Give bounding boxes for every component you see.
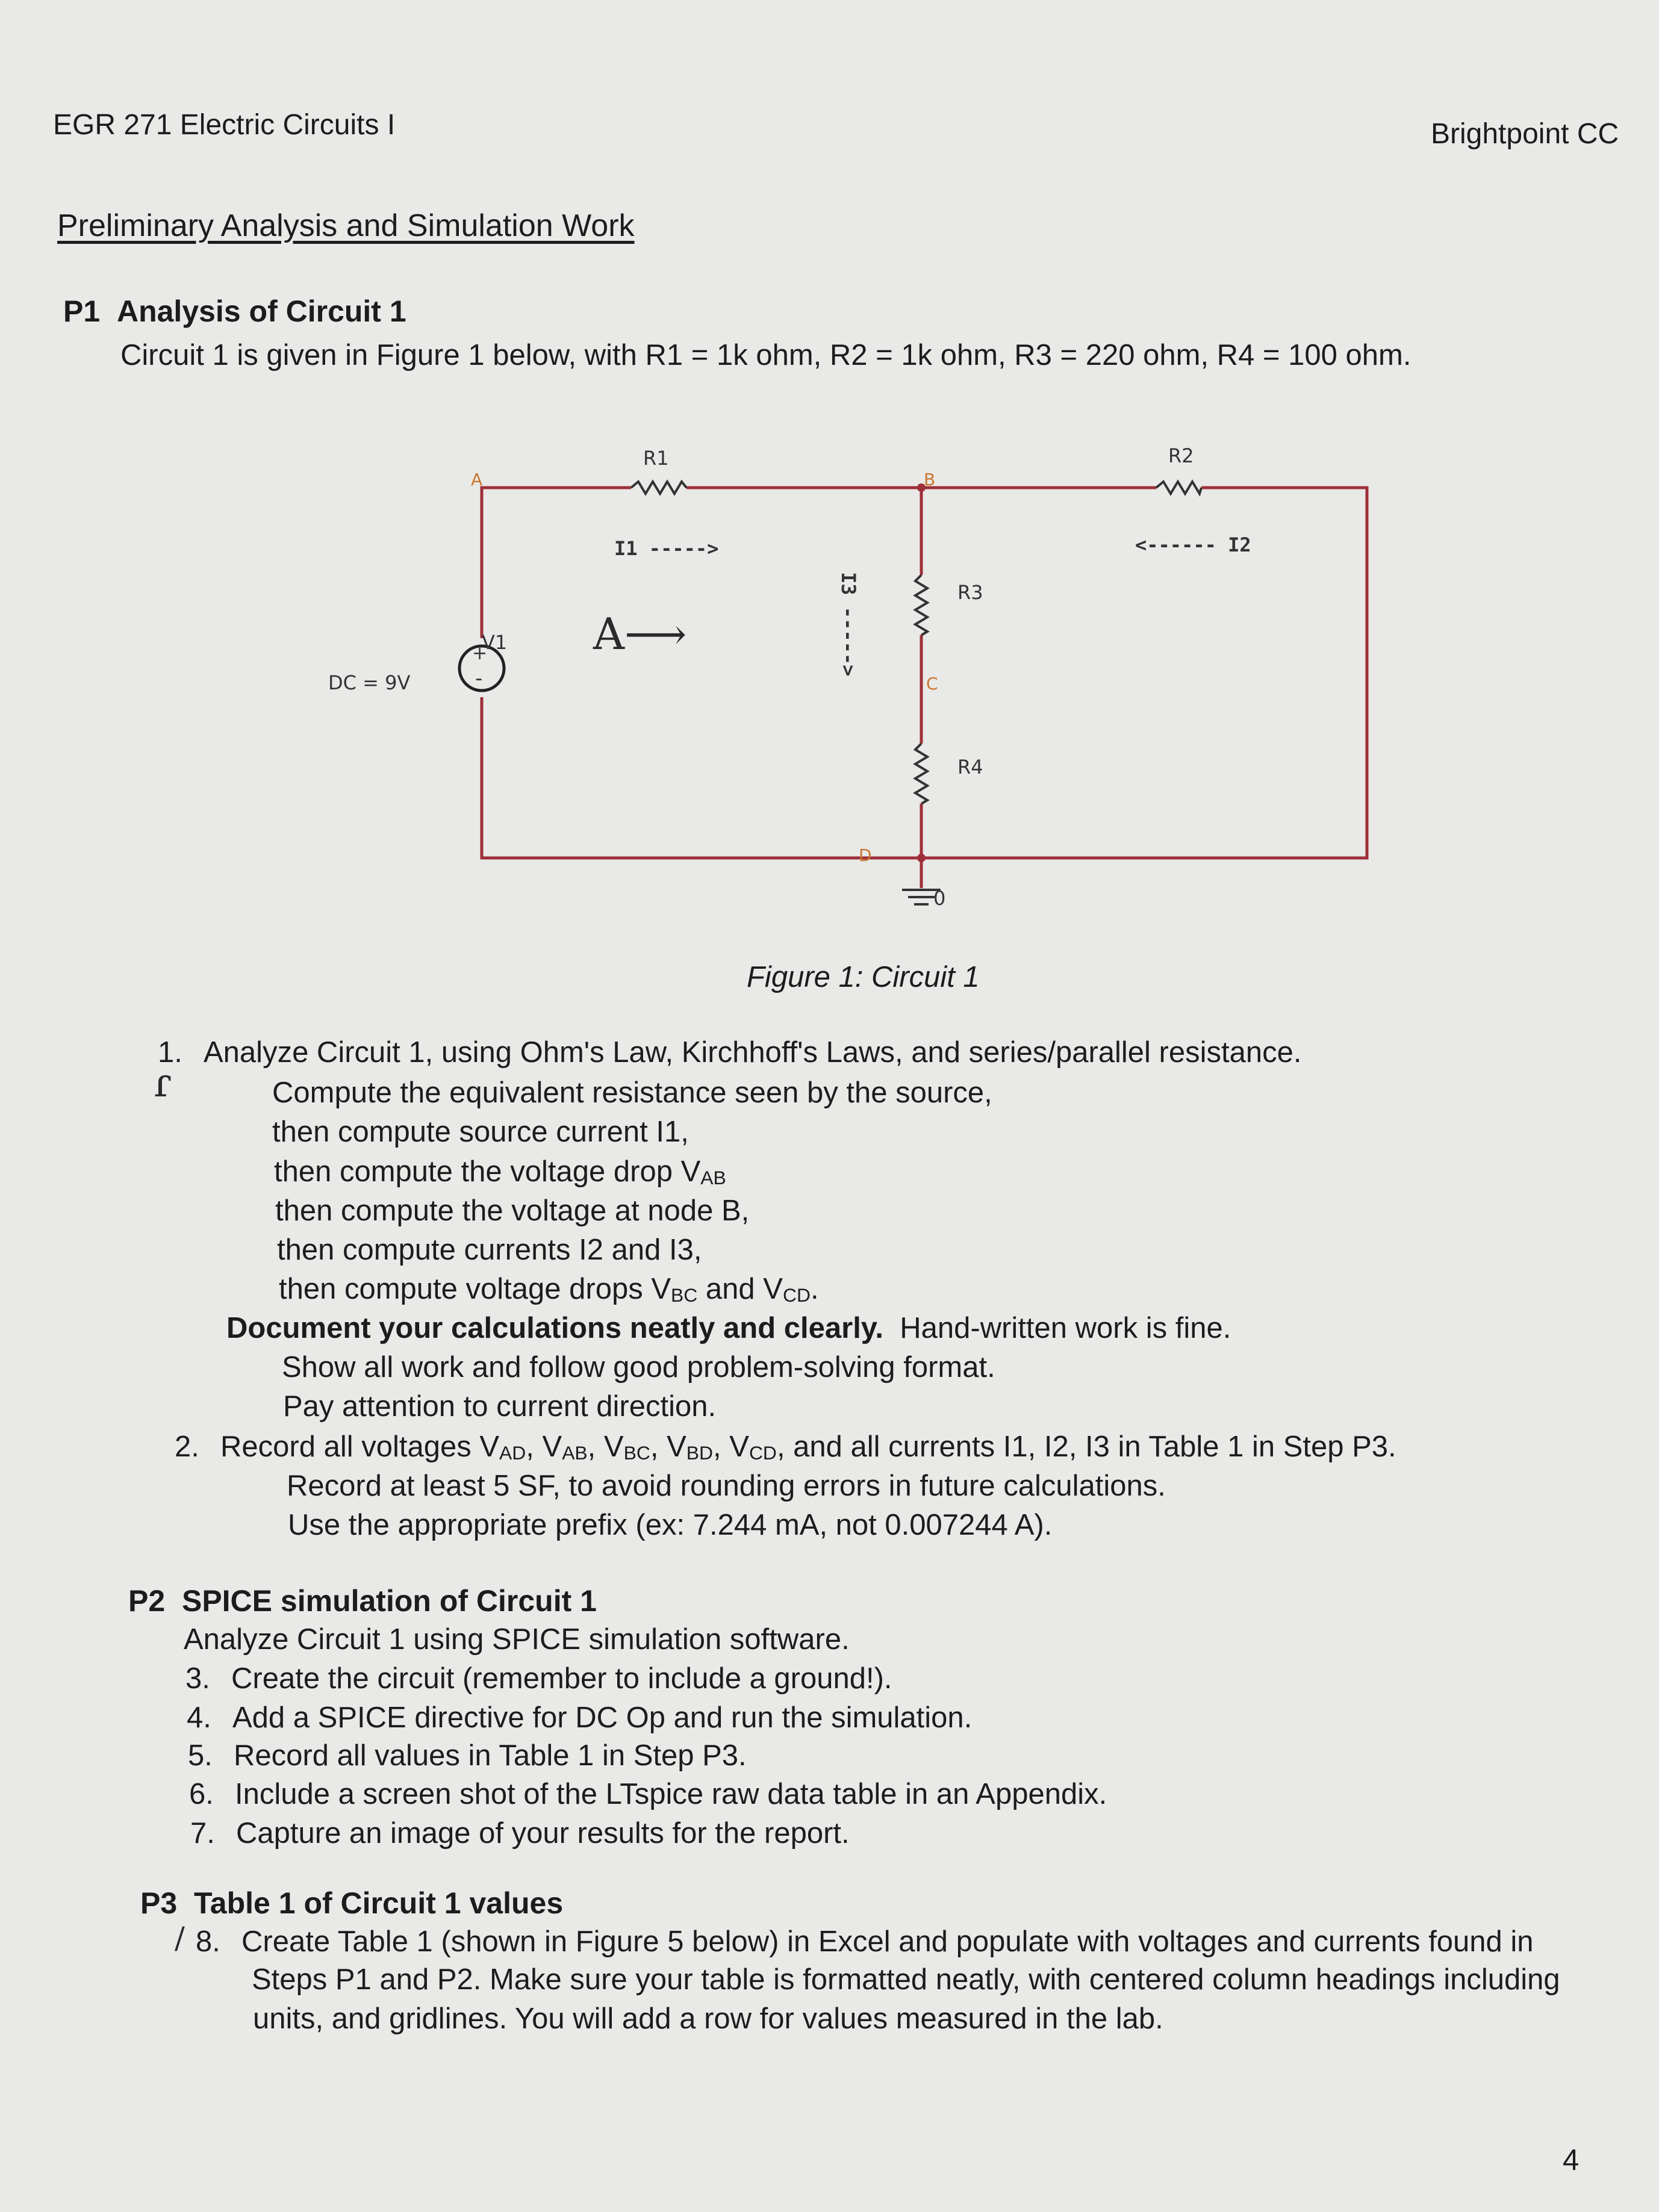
handwritten-mark-2: / bbox=[175, 1921, 185, 1956]
p2-item-3-text: Create the circuit (remember to include a ground!). bbox=[231, 1662, 892, 1695]
item-2-t6: , and all currents I1, I2, I3 in Table 1 in Step P3. bbox=[776, 1431, 1396, 1463]
label-node-b: B bbox=[924, 470, 936, 489]
p1-title: Analysis of Circuit 1 bbox=[116, 294, 406, 328]
item-2-s5: CD bbox=[749, 1441, 777, 1464]
step-vbc-text: then compute voltage drops V bbox=[279, 1273, 671, 1305]
item-2-t2: , V bbox=[526, 1431, 562, 1463]
item-2-line-3: Use the appropriate prefix (ex: 7.244 mA, not 0.007244 A). bbox=[288, 1509, 1053, 1541]
item-2-line-2: Record at least 5 SF, to avoid rounding errors in future calculations. bbox=[287, 1470, 1166, 1502]
step-voltage-drops-vbc-vcd bbox=[279, 1272, 819, 1306]
label-v1: V1 bbox=[482, 631, 508, 654]
label-i2: <------ I2 bbox=[1135, 533, 1251, 556]
label-source: DC = 9V bbox=[328, 671, 411, 694]
p3-label: P3 bbox=[140, 1886, 178, 1920]
show-work-instruction: Show all work and follow good problem-solving format. bbox=[282, 1351, 995, 1384]
handwritten-arrow: A⟶ bbox=[593, 609, 687, 659]
p2-title: SPICE simulation of Circuit 1 bbox=[181, 1584, 597, 1618]
p1-label: P1 bbox=[63, 294, 101, 328]
item-2-t1: Record all voltages V bbox=[220, 1431, 500, 1463]
step-vcd-sub: CD bbox=[782, 1284, 811, 1306]
p2-item-5-text: Record all values in Table 1 in Step P3. bbox=[234, 1739, 747, 1772]
item-1-lead bbox=[158, 1036, 1301, 1069]
label-node-d: D bbox=[859, 845, 872, 865]
item-2-line-1 bbox=[175, 1430, 1396, 1464]
page-number: 4 bbox=[1563, 2144, 1580, 2176]
item-1-number: 1. bbox=[158, 1036, 182, 1069]
item-1-text: Analyze Circuit 1, using Ohm's Law, Kirchhoff's Laws, and series/parallel resistance. bbox=[204, 1036, 1302, 1069]
document-rest: Hand-written work is fine. bbox=[883, 1312, 1231, 1344]
label-r4: R4 bbox=[957, 756, 983, 778]
label-minus: - bbox=[475, 666, 483, 691]
item-2-s2: AB bbox=[562, 1441, 588, 1464]
p3-item-8-text-1: Create Table 1 (shown in Figure 5 below) in Excel and populate with voltages and currents found in bbox=[241, 1925, 1534, 1958]
p2-item-6 bbox=[189, 1777, 1107, 1811]
node-d-dot bbox=[917, 854, 926, 862]
p2-item-4 bbox=[187, 1701, 972, 1735]
step-vbc-sub: BC bbox=[671, 1284, 698, 1306]
p3-item-8-line-1 bbox=[196, 1925, 1533, 1959]
p2-item-3-number: 3. bbox=[185, 1662, 210, 1695]
resistor-r3 bbox=[915, 575, 927, 635]
document-instruction bbox=[226, 1311, 1231, 1345]
label-i3: I3 -----> bbox=[837, 572, 860, 677]
item-2-s1: AD bbox=[499, 1441, 526, 1464]
p2-item-4-number: 4. bbox=[187, 1701, 211, 1734]
document-bold: Document your calculations neatly and clearly. bbox=[226, 1312, 884, 1344]
step-period: . bbox=[810, 1273, 819, 1305]
p3-item-8-number: 8. bbox=[196, 1925, 220, 1958]
p3-item-8-line-2: Steps P1 and P2. Make sure your table is formatted neatly, with centered column headings including bbox=[252, 1963, 1560, 1996]
p2-item-7-text: Capture an image of your results for the report. bbox=[236, 1817, 850, 1850]
label-r1: R1 bbox=[643, 447, 669, 470]
p2-heading bbox=[128, 1583, 597, 1618]
label-node-c: C bbox=[926, 674, 938, 694]
resistor-r2 bbox=[1156, 482, 1201, 494]
p2-item-4-text: Add a SPICE directive for DC Op and run the simulation. bbox=[232, 1701, 973, 1734]
step-currents-i2-i3: then compute currents I2 and I3, bbox=[277, 1234, 702, 1266]
step-equivalent-resistance: Compute the equivalent resistance seen by the source, bbox=[272, 1076, 992, 1109]
school-name: Brightpoint CC bbox=[1431, 118, 1619, 150]
p2-item-3 bbox=[185, 1662, 892, 1695]
circuit-diagram bbox=[0, 0, 1659, 1024]
p2-item-7 bbox=[190, 1816, 850, 1850]
label-r2: R2 bbox=[1168, 444, 1194, 467]
resistor-r4 bbox=[915, 744, 927, 804]
step-voltage-drop-vab bbox=[274, 1155, 726, 1189]
label-node-a: A bbox=[471, 470, 483, 489]
step-source-current: then compute source current I1, bbox=[272, 1116, 689, 1148]
figure-caption: Figure 1: Circuit 1 bbox=[747, 961, 980, 993]
item-2-t4: , V bbox=[650, 1431, 686, 1463]
p3-item-8-line-3: units, and gridlines. You will add a row for values measured in the lab. bbox=[253, 2002, 1163, 2035]
p2-item-5-number: 5. bbox=[188, 1739, 213, 1772]
p2-item-7-number: 7. bbox=[190, 1817, 215, 1850]
label-i1: I1 -----> bbox=[614, 537, 719, 560]
label-plus: + bbox=[472, 643, 488, 664]
p3-title: Table 1 of Circuit 1 values bbox=[193, 1886, 564, 1920]
p2-item-5 bbox=[188, 1739, 747, 1772]
step-node-b-voltage: then compute the voltage at node B, bbox=[275, 1195, 750, 1227]
label-r3: R3 bbox=[957, 581, 983, 604]
item-2-s3: BC bbox=[623, 1441, 650, 1464]
p2-intro: Analyze Circuit 1 using SPICE simulation software. bbox=[184, 1623, 850, 1656]
step-vab-text: then compute the voltage drop V bbox=[274, 1155, 701, 1188]
item-2-number: 2. bbox=[175, 1431, 199, 1463]
p3-heading bbox=[140, 1886, 563, 1921]
wire-d-left bbox=[482, 697, 921, 858]
resistor-r1 bbox=[631, 482, 686, 494]
item-2-t3: , V bbox=[587, 1431, 624, 1463]
item-2-t5: , V bbox=[713, 1431, 749, 1463]
step-vcd-text: and V bbox=[697, 1273, 783, 1305]
p1-intro: Circuit 1 is given in Figure 1 below, with R1 = 1k ohm, R2 = 1k ohm, R3 = 220 ohm, R4 = 100 ohm. bbox=[120, 339, 1412, 371]
step-vab-sub: AB bbox=[700, 1166, 726, 1188]
handwritten-mark-1: ɾ bbox=[154, 1060, 172, 1106]
p2-item-6-number: 6. bbox=[189, 1778, 214, 1810]
label-ground: 0 bbox=[933, 887, 946, 910]
p2-item-6-text: Include a screen shot of the LTspice raw data table in an Appendix. bbox=[235, 1778, 1107, 1810]
p2-label: P2 bbox=[128, 1584, 166, 1618]
page-title: Preliminary Analysis and Simulation Work bbox=[57, 208, 635, 243]
item-2-s4: BD bbox=[686, 1441, 714, 1464]
course-title: EGR 271 Electric Circuits I bbox=[53, 109, 396, 141]
current-direction-instruction: Pay attention to current direction. bbox=[283, 1390, 717, 1423]
